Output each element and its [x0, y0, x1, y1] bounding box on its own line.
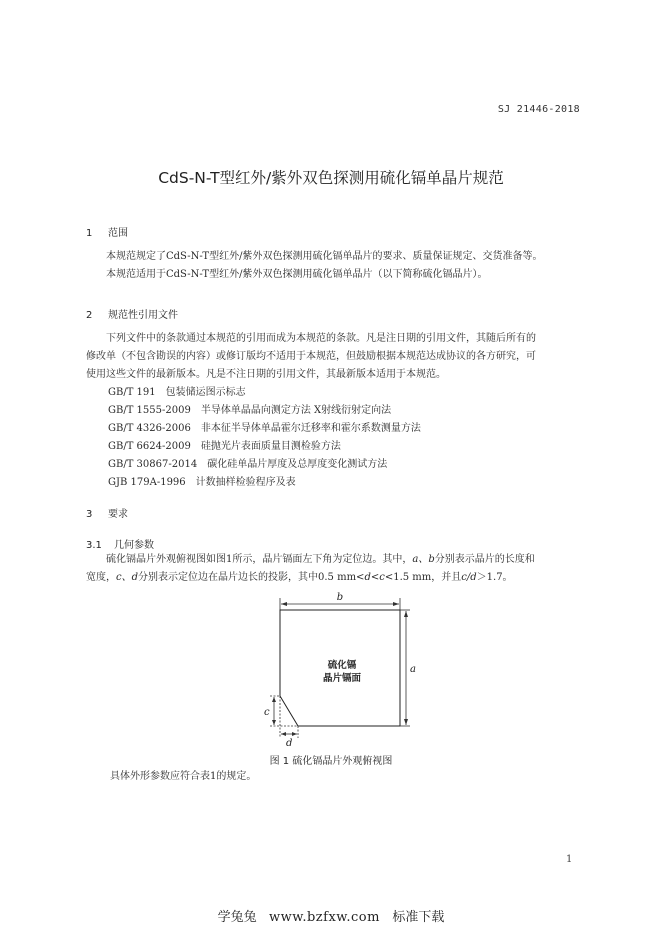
- section-number: 3: [86, 509, 93, 520]
- standard-code: SJ 21446-2018: [497, 104, 580, 115]
- reference-code: GB/T 30867-2014: [108, 459, 198, 470]
- paragraph-line: [86, 569, 586, 587]
- paragraph-line: 下列文件中的条款通过本规范的引用而成为本规范的条款。凡是注日期的引用文件，其随后所有的: [106, 333, 536, 344]
- reference-title: 半导体单晶晶向测定方法 X射线衍射定向法: [200, 405, 392, 416]
- reference-list: [108, 384, 421, 492]
- section-1-body: [86, 248, 586, 284]
- document-title: CdS-N-T型红外/紫外双色探测用硫化镉单晶片规范: [158, 169, 504, 187]
- section-3-heading: [86, 505, 128, 520]
- section-2-body: [86, 330, 586, 384]
- reference-title: 碳化硅单晶片厚度及总厚度变化测试方法: [207, 459, 388, 470]
- figure-follow-text: [110, 768, 610, 786]
- dim-c-arrow-top: [272, 697, 276, 702]
- reference-item: [108, 474, 421, 492]
- text-run: ＞1.7。: [476, 572, 513, 583]
- paragraph-line: 使用这些文件的最新版本。凡是不注日期的引用文件，其最新版本适用于本规范。: [86, 369, 446, 380]
- reference-title: 非本征半导体单晶霍尔迁移率和霍尔系数测量方法: [200, 423, 421, 434]
- dim-b-label: b: [336, 592, 344, 603]
- text-run: 宽度，: [86, 572, 116, 583]
- reference-title: 硅抛光片表面质量目测检验方法: [200, 441, 341, 452]
- section-number: 3.1: [86, 540, 102, 551]
- section-title: 几何参数: [114, 540, 154, 551]
- dim-d-arrow-right: [292, 732, 297, 736]
- wafer-figure: [250, 588, 420, 748]
- section-title: 规范性引用文件: [108, 310, 178, 321]
- section-1-heading: [86, 224, 128, 239]
- section-2-heading: [86, 306, 178, 321]
- dim-a-label: a: [410, 664, 416, 675]
- footer-url[interactable]: www.bzfxw.com: [269, 910, 380, 925]
- paragraph-line: 本规范规定了CdS-N-T型红外/紫外双色探测用硫化镉单晶片的要求、质量保证规定、交货准备等。: [106, 251, 543, 262]
- section-number: 2: [86, 310, 93, 321]
- reference-item: [108, 456, 421, 474]
- reference-code: GJB 179A-1996: [108, 477, 186, 488]
- dim-b-arrow-left: [281, 602, 287, 606]
- section-number: 1: [86, 228, 93, 239]
- text-run: <1.5 mm，并且: [384, 572, 462, 583]
- variable-text: a、b: [412, 554, 435, 565]
- reference-code: GB/T 191: [108, 387, 156, 398]
- reference-title: 包装储运图示标志: [165, 387, 246, 398]
- section-3-1-body: [86, 551, 586, 587]
- paragraph-line: 修改单（不包含勘误的内容）或修订版均不适用于本规范，但鼓励根据本规范达成协议的各方研究，可: [86, 351, 536, 362]
- site-footer: [0, 906, 662, 925]
- variable-text: d<c: [364, 572, 385, 583]
- text-run: 分别表示定位边在晶片边长的投影，其中0.5 mm<: [138, 572, 365, 583]
- page-number: 1: [566, 854, 573, 865]
- dim-a-arrow-bottom: [404, 719, 408, 725]
- section-title: 范围: [108, 228, 128, 239]
- face-label-line2: 晶片镉面: [322, 673, 362, 684]
- reference-item: [108, 420, 421, 438]
- face-label-line1: 硫化镉: [327, 660, 357, 671]
- dim-d-arrow-left: [281, 732, 286, 736]
- dim-c-arrow-bottom: [272, 720, 276, 725]
- text-run: 硫化镉晶片外观俯视图如图1所示，晶片镉面左下角为定位边。其中，: [106, 554, 413, 565]
- paragraph-line: 本规范适用于CdS-N-T型红外/紫外双色探测用硫化镉单晶片（以下简称硫化镉晶片）。: [106, 269, 488, 280]
- reference-title: 计数抽样检验程序及表: [195, 477, 296, 488]
- footer-tagline: 标准下载: [392, 910, 445, 925]
- reference-code: GB/T 4326-2006: [108, 423, 191, 434]
- section-title: 要求: [108, 509, 128, 520]
- reference-item: [108, 402, 421, 420]
- variable-text: c、d: [116, 572, 139, 583]
- paragraph-line: 具体外形参数应符合表1的规定。: [110, 771, 257, 782]
- figure-caption: 图 1 硫化镉晶片外观俯视图: [269, 756, 393, 767]
- footer-site-name: 学兔兔: [217, 910, 257, 925]
- dim-a-arrow-top: [404, 611, 408, 617]
- paragraph-line: [86, 551, 586, 569]
- reference-item: [108, 384, 421, 402]
- dim-d-label: d: [286, 738, 293, 748]
- variable-text: c/d: [461, 572, 477, 583]
- reference-code: GB/T 6624-2009: [108, 441, 191, 452]
- reference-item: [108, 438, 421, 456]
- section-3-1-heading: [86, 536, 154, 551]
- dim-c-label: c: [264, 707, 270, 718]
- dim-b-arrow-right: [393, 602, 399, 606]
- reference-code: GB/T 1555-2009: [108, 405, 191, 416]
- text-run: 分别表示晶片的长度和: [434, 554, 535, 565]
